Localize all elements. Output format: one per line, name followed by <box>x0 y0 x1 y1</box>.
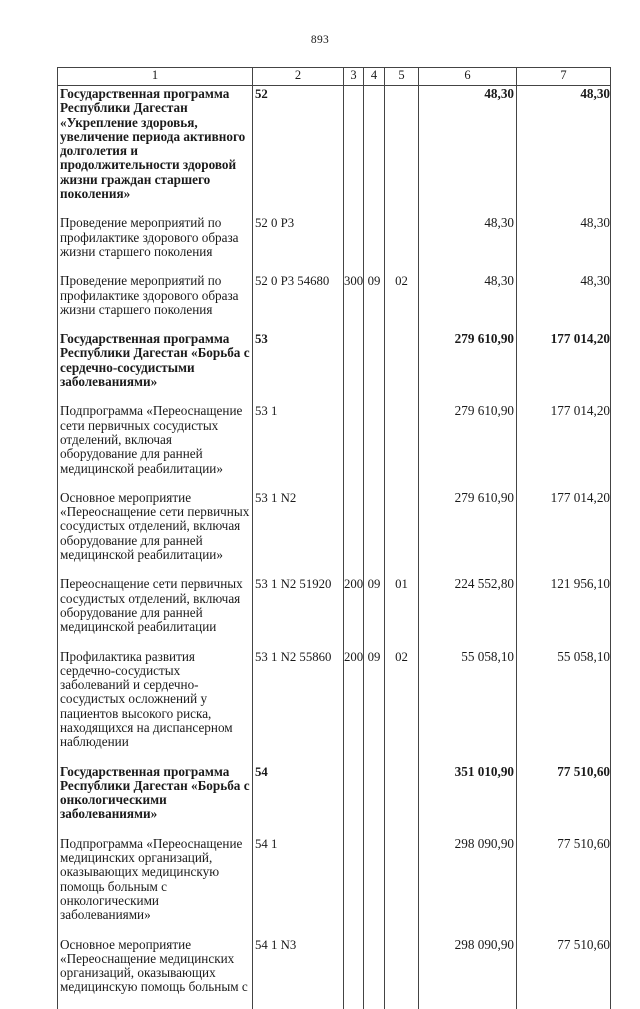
column-header-7: 7 <box>517 68 611 86</box>
row-col4 <box>364 937 385 1009</box>
row-sum-col6: 55 058,10 <box>419 649 517 764</box>
row-col3: 200 <box>344 576 364 648</box>
row-sum-col7: 55 058,10 <box>517 649 611 764</box>
column-header-4: 4 <box>364 68 385 86</box>
row-col4 <box>364 836 385 937</box>
row-name: Подпрограмма «Переоснащение сети первичных сосудистых отделений, включая оборудование для ранней медицинской реабилитации» <box>58 403 253 489</box>
program-row <box>58 764 611 836</box>
row-col4 <box>364 490 385 576</box>
row-code: 53 1 N2 51920 <box>253 576 344 648</box>
row-col5 <box>385 836 419 937</box>
row-col5 <box>385 764 419 836</box>
table-row <box>58 273 611 331</box>
row-code: 53 1 N2 55860 <box>253 649 344 764</box>
row-name: Переоснащение сети первичных сосудистых отделений, включая оборудование для ранней медицинской реабилитации <box>58 576 253 648</box>
row-code: 52 0 P3 54680 <box>253 273 344 331</box>
row-col4 <box>364 86 385 216</box>
row-col5 <box>385 403 419 489</box>
row-name: Государственная программа Республики Дагестан «Борьба с сердечно-сосудистыми заболеваниями» <box>58 331 253 403</box>
row-name: Основное мероприятие «Переоснащение сети первичных сосудистых отделений, включая оборудование для ранней медицинской реабилитации» <box>58 490 253 576</box>
table-header <box>58 68 611 86</box>
program-row <box>58 331 611 403</box>
row-name: Подпрограмма «Переоснащение медицинских организаций, оказывающих медицинскую помощь больным с онкологическими заболеваниями» <box>58 836 253 937</box>
row-sum-col6: 298 090,90 <box>419 836 517 937</box>
table-row <box>58 836 611 937</box>
row-code: 54 <box>253 764 344 836</box>
row-sum-col6: 48,30 <box>419 86 517 216</box>
row-sum-col7: 177 014,20 <box>517 331 611 403</box>
row-col4: 09 <box>364 273 385 331</box>
table-row <box>58 490 611 576</box>
column-header-5: 5 <box>385 68 419 86</box>
row-name: Проведение мероприятий по профилактике здорового образа жизни старшего поколения <box>58 215 253 273</box>
table-body <box>58 86 611 1009</box>
row-sum-col7: 48,30 <box>517 273 611 331</box>
row-col3 <box>344 836 364 937</box>
row-col5 <box>385 490 419 576</box>
row-code: 53 <box>253 331 344 403</box>
row-sum-col6: 224 552,80 <box>419 576 517 648</box>
row-name: Профилактика развития сердечно-сосудистых заболеваний и сердечно-сосудистых осложнений у пациентов высокого риска, находящихся на диспансерном наблюдении <box>58 649 253 764</box>
row-code: 53 1 N2 <box>253 490 344 576</box>
header-row <box>58 68 611 86</box>
table-row <box>58 576 611 648</box>
row-col3: 200 <box>344 649 364 764</box>
row-col4: 09 <box>364 649 385 764</box>
column-header-6: 6 <box>419 68 517 86</box>
row-col4 <box>364 331 385 403</box>
table-row <box>58 649 611 764</box>
row-sum-col6: 279 610,90 <box>419 331 517 403</box>
row-col4 <box>364 215 385 273</box>
row-col3 <box>344 490 364 576</box>
row-sum-col6: 279 610,90 <box>419 490 517 576</box>
row-col5 <box>385 215 419 273</box>
row-col5 <box>385 86 419 216</box>
row-sum-col7: 121 956,10 <box>517 576 611 648</box>
program-row <box>58 86 611 216</box>
row-code: 52 <box>253 86 344 216</box>
row-sum-col7: 177 014,20 <box>517 403 611 489</box>
row-col5 <box>385 937 419 1009</box>
row-col5: 02 <box>385 649 419 764</box>
row-col5: 01 <box>385 576 419 648</box>
row-code: 54 1 N3 <box>253 937 344 1009</box>
row-sum-col7: 77 510,60 <box>517 764 611 836</box>
row-sum-col7: 177 014,20 <box>517 490 611 576</box>
table-row <box>58 215 611 273</box>
row-col5: 02 <box>385 273 419 331</box>
row-col3 <box>344 764 364 836</box>
row-col3 <box>344 403 364 489</box>
row-col3 <box>344 215 364 273</box>
page-number: 893 <box>310 34 330 46</box>
row-name: Государственная программа Республики Дагестан «Борьба с онкологическими заболеваниями» <box>58 764 253 836</box>
column-header-1: 1 <box>58 68 253 86</box>
row-col3 <box>344 331 364 403</box>
row-col3 <box>344 937 364 1009</box>
row-code: 52 0 P3 <box>253 215 344 273</box>
row-sum-col7: 77 510,60 <box>517 937 611 1009</box>
row-sum-col6: 48,30 <box>419 215 517 273</box>
row-col4 <box>364 403 385 489</box>
row-name: Основное мероприятие «Переоснащение медицинских организаций, оказывающих медицинскую помощь больным с <box>58 937 253 1009</box>
row-col5 <box>385 331 419 403</box>
row-sum-col6: 351 010,90 <box>419 764 517 836</box>
column-header-3: 3 <box>344 68 364 86</box>
row-code: 54 1 <box>253 836 344 937</box>
row-sum-col7: 48,30 <box>517 215 611 273</box>
row-col3 <box>344 86 364 216</box>
row-col4: 09 <box>364 576 385 648</box>
column-header-2: 2 <box>253 68 344 86</box>
row-sum-col6: 298 090,90 <box>419 937 517 1009</box>
budget-table <box>57 67 611 1009</box>
row-code: 53 1 <box>253 403 344 489</box>
row-name: Проведение мероприятий по профилактике здорового образа жизни старшего поколения <box>58 273 253 331</box>
row-sum-col7: 77 510,60 <box>517 836 611 937</box>
table-row <box>58 937 611 1009</box>
table-row <box>58 403 611 489</box>
row-col3: 300 <box>344 273 364 331</box>
row-sum-col6: 279 610,90 <box>419 403 517 489</box>
row-name: Государственная программа Республики Дагестан «Укрепление здоровья, увеличение периода активного долголетия и продолжительности здоровой жизни граждан старшего поколения» <box>58 86 253 216</box>
row-sum-col7: 48,30 <box>517 86 611 216</box>
row-col4 <box>364 764 385 836</box>
row-sum-col6: 48,30 <box>419 273 517 331</box>
